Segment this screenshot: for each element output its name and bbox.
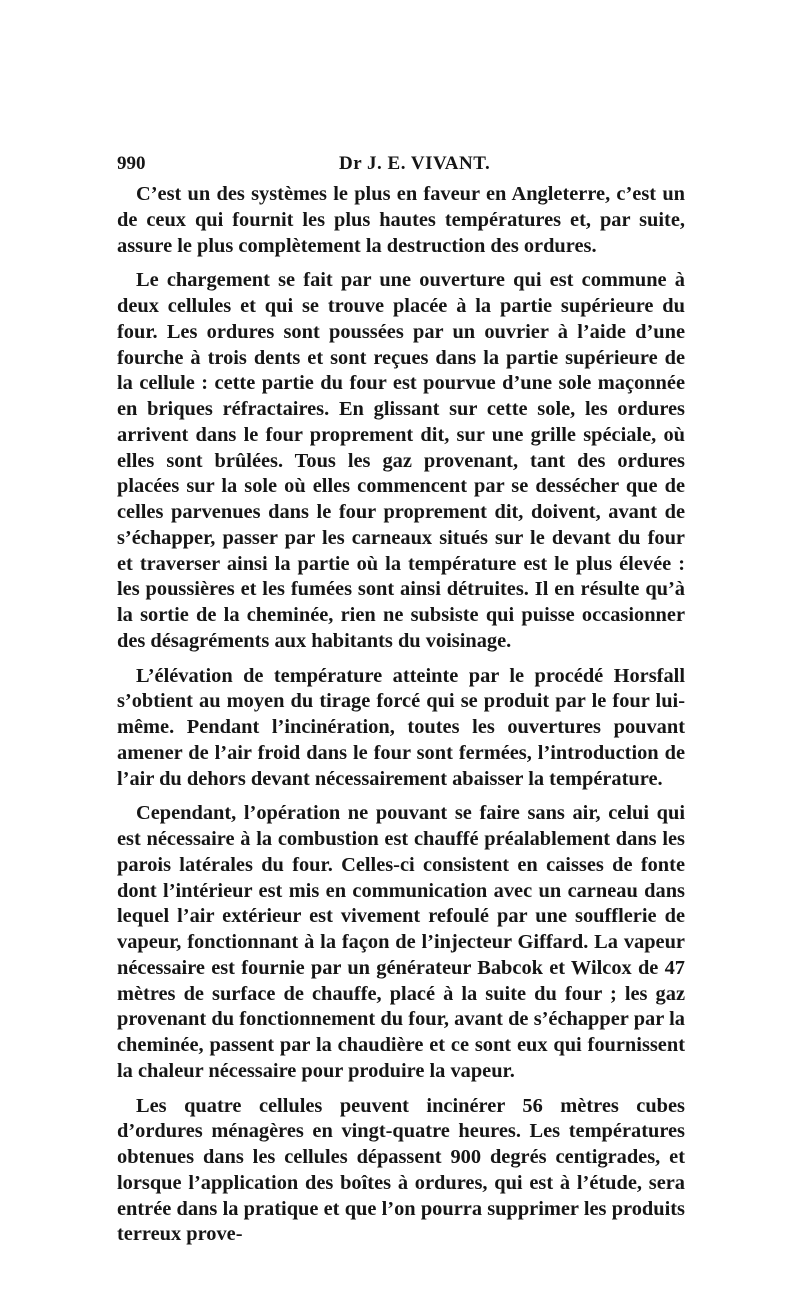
paragraph-5: Les quatre cellules peuvent incinérer 56 mètres cubes d’ordures ménagères en vingt-quatre heures. Les températures obtenues dans les cellules dépassent 900 degrés centigrades, et lorsque l’application des boîtes à ordures, qui est à l’étude, sera entrée dans la pratique et que l’on pourra supprimer les produits terreux prove- — [117, 1094, 685, 1246]
page-header — [117, 153, 685, 179]
body-text — [117, 182, 685, 1257]
paragraph-2: Le chargement se fait par une ouverture qui est commune à deux cellules et qui se trouve placée à la partie supérieure du four. Les ordures sont poussées par un ouvrier à l’aide d’une fourche à trois dents et sont reçues dans la partie supérieure de la cellule : cette partie du four est pourvue d’une sole maçonnée en briques réfractaires. En glissant sur cette sole, les ordures arrivent dans le four proprement dit, sur une grille spéciale, où elles sont brûlées. Tous les gaz provenant, tant des ordures placées sur la sole où elles commencent par se dessécher que de celles parvenues dans le four proprement dit, doivent, avant de s’échapper, passer par les carneaux situés sur le devant du four et traverser ainsi la partie où la température est le plus élevée : les poussières et les fumées sont ainsi détruites. Il en résulte qu’à la sortie de la cheminée, rien ne subsiste qui puisse occasionner des désagréments aux habitants du voisinage. — [117, 269, 685, 652]
page-number: 990 — [117, 153, 146, 174]
paragraph-1: C’est un des systèmes le plus en faveur en Angleterre, c’est un de ceux qui fournit les plus hautes températures et, par suite, assure le plus complètement la destruction des ordures. — [117, 183, 685, 257]
paragraph-3: L’élévation de température atteinte par le procédé Horsfall s’obtient au moyen du tirage forcé qui se produit par le four lui-même. Pendant l’incinération, toutes les ouvertures pouvant amener de l’air froid dans le four sont fermées, l’introduction de l’air du dehors devant nécessairement abaisser la température. — [117, 664, 685, 790]
paragraph-4: Cependant, l’opération ne pouvant se faire sans air, celui qui est nécessaire à la combustion est chauffé préalablement dans les parois latérales du four. Celles-ci consistent en caisses de fonte dont l’intérieur est mis en communication avec un carneau dans lequel l’air extérieur est vivement refoulé par une soufflerie de vapeur, fonctionnant à la façon de l’injecteur Giffard. La vapeur nécessaire est fournie par un générateur Babcok et Wilcox de 47 mètres de surface de chauffe, placé à la suite du four ; les gaz provenant du fonctionnement du four, avant de s’échapper par la cheminée, passent par la chaudière et ce sont eux qui fournissent la chaleur nécessaire pour produire la vapeur. — [117, 802, 685, 1082]
running-title: Dr J. E. VIVANT. — [339, 153, 491, 174]
